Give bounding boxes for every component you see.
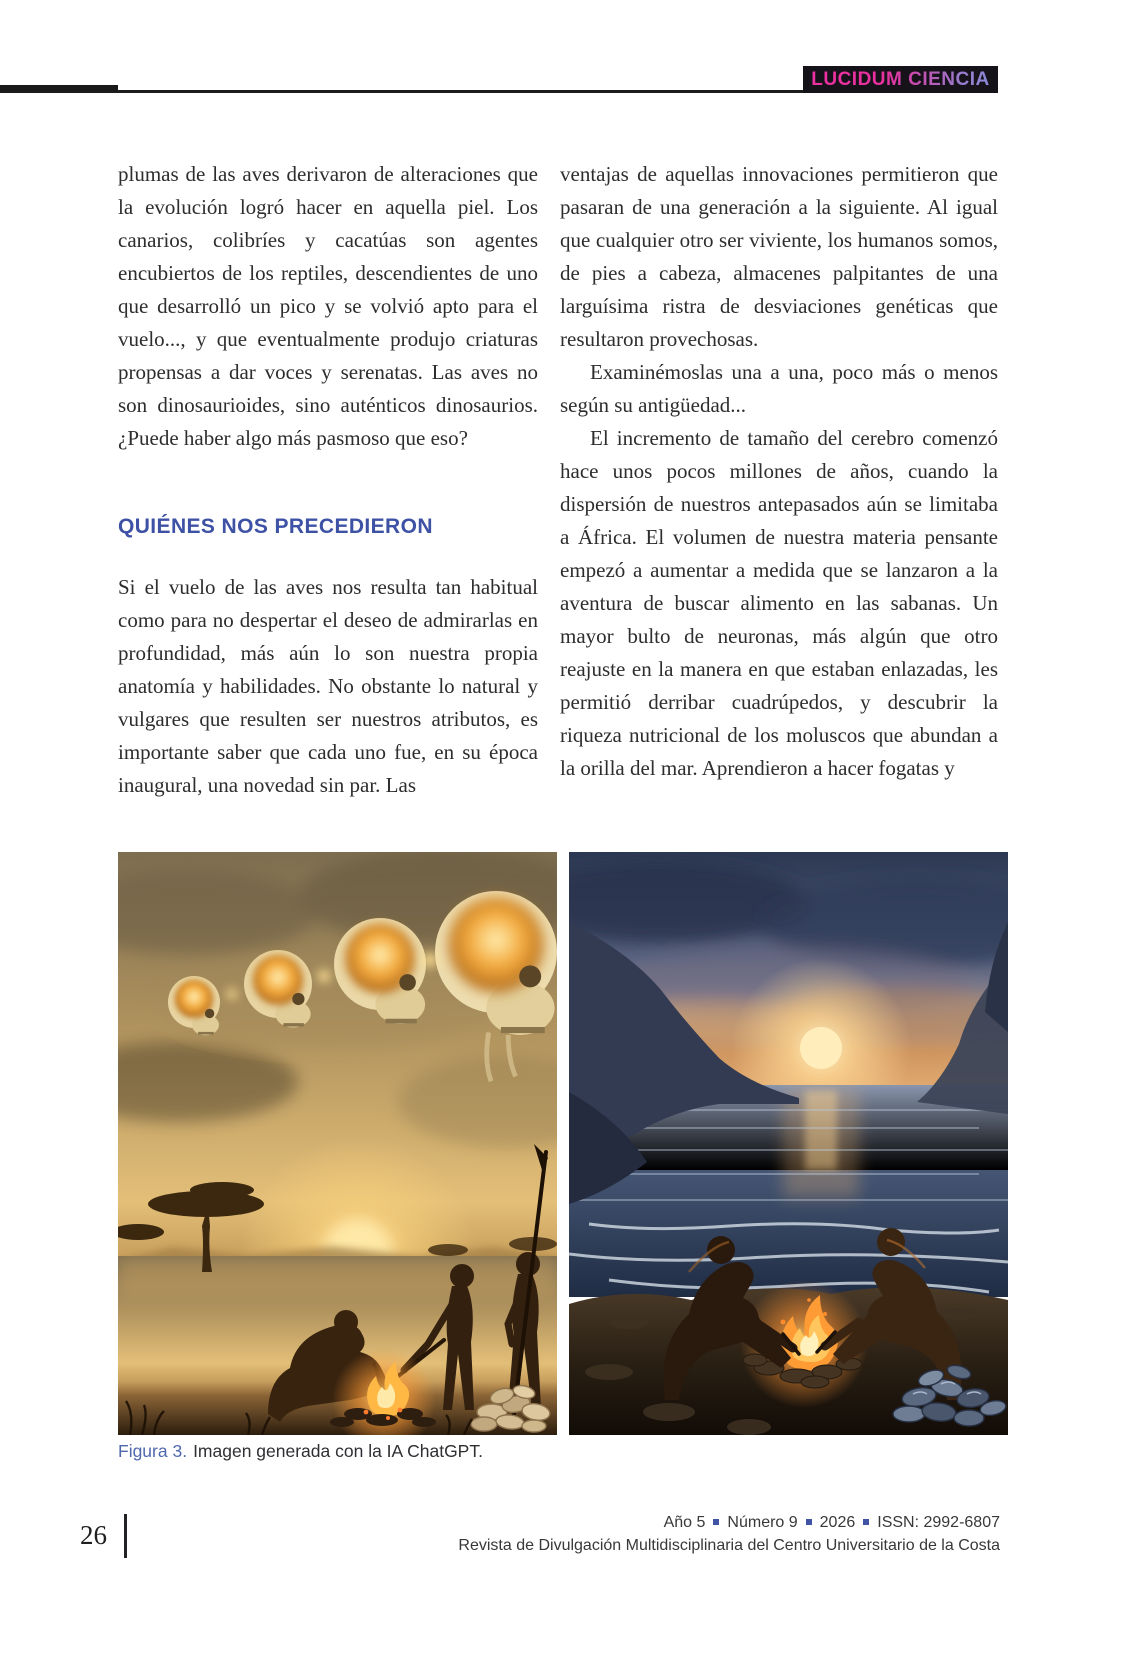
issue-date: 2026: [819, 1514, 856, 1531]
issue-year: Año 5: [663, 1514, 706, 1531]
body-paragraph: Si el vuelo de las aves nos resulta tan habitual como para no despertar el deseo de admirarlas en profundidad, más aún lo son nuestra propia anatomía y habilidades. No obstante lo natural y vulgares que resulten ser nuestros atributos, es importante saber que cada uno fue, en su época inaugural, una novedad sin par. Las: [118, 575, 538, 797]
separator-square-icon: [863, 1519, 869, 1525]
body-paragraph: El incremento de tamaño del cerebro comenzó hace unos pocos millones de años, cuando la dispersión de nuestros antepasados aún se limitaba a África. El volumen de nuestra materia pensante empezó a aumentar a medida que se lanzaron a la aventura de buscar alimento en las sabanas. Un mayor bulto de neuronas, más algún que otro reajuste en la manera en que estaban enlazadas, les permitió derribar cuadrúpedos, y descubrir la riqueza nutricional de los moluscos que abundan a la orilla del mar. Aprendieron a hacer fogatas y: [560, 426, 998, 780]
figure-3: [118, 852, 1008, 1435]
separator-square-icon: [713, 1519, 719, 1525]
body-paragraph: ventajas de aquellas innovaciones permitieron que pasaran de una generación a la siguiente. Al igual que cualquier otro ser viviente, los humanos somos, de pies a cabeza, almacenes palpitantes de una larguísima ristra de desviaciones genéticas que resultaron provechosas.: [560, 162, 998, 351]
body-paragraph: plumas de las aves derivaron de alteraciones que la evolución logró hacer en aquella piel. Los canarios, colibríes y cacatúas son agentes encubiertos de los reptiles, descendientes de uno que desarrolló un pico y se volvió apto para el vuelo..., y que eventualmente produjo criaturas propensas a dar voces y serenatas. Las aves no son dinosaurioides, sino auténticos dinosaurios. ¿Puede haber algo más pasmoso que eso?: [118, 162, 538, 450]
journal-name: Revista de Divulgación Multidisciplinaria del Centro Universitario de la Costa: [458, 1537, 1000, 1554]
separator-square-icon: [806, 1519, 812, 1525]
page-number: 26: [80, 1520, 107, 1550]
footer-divider: [124, 1514, 127, 1558]
figure-caption-text: Imagen generada con la IA ChatGPT.: [193, 1441, 483, 1461]
figure-caption: [118, 1441, 483, 1462]
right-text-column: [560, 158, 998, 785]
issue-line: [458, 1511, 1000, 1534]
issue-issn: ISSN: 2992-6807: [877, 1514, 1000, 1531]
section-heading: QUIÉNES NOS PRECEDIERON: [118, 515, 433, 538]
journal-logo: [803, 66, 998, 93]
left-text-column: [118, 158, 538, 802]
figure-3-left-image: [118, 852, 557, 1435]
journal-logo-text: LUCIDUM CIENCIA: [811, 68, 990, 90]
issue-number: Número 9: [727, 1514, 798, 1531]
footer-journal-info: [458, 1511, 1000, 1557]
header-rule-line: [0, 90, 806, 93]
figure-3-right-image: [569, 852, 1008, 1435]
body-paragraph: Examinémoslas una a una, poco más o menos según su antigüedad...: [560, 360, 998, 417]
figure-caption-label: Figura 3.: [118, 1441, 188, 1461]
